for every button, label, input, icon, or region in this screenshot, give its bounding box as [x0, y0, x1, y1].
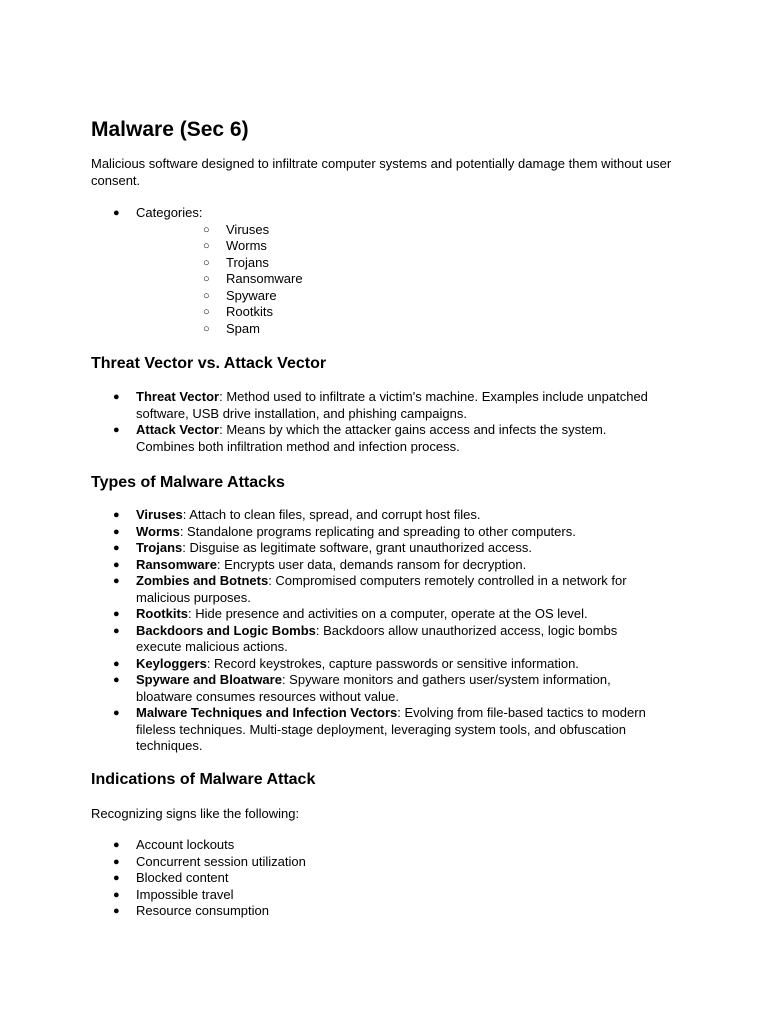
bullet-icon: ●	[113, 674, 120, 686]
indication-item: Impossible travel	[136, 886, 234, 902]
bullet-icon: ●	[113, 707, 120, 719]
indication-item: Resource consumption	[136, 903, 269, 918]
bullet-icon: ●	[113, 424, 120, 436]
list-item	[91, 887, 651, 904]
bullet-icon: ●	[113, 207, 120, 219]
definition: : Attach to clean files, spread, and corrupt host files.	[182, 507, 481, 522]
list-item	[91, 854, 651, 871]
bullet-icon: ●	[113, 905, 120, 917]
list-item	[91, 672, 651, 705]
definition: : Hide presence and activities on a computer, operate at the OS level.	[188, 606, 588, 621]
intro-paragraph: Malicious software designed to infiltrate computer systems and potentially damage them without user consent.	[91, 156, 672, 188]
bullet-icon: ●	[113, 575, 120, 587]
bullet-icon: ●	[113, 657, 120, 670]
definition: : Compromised computers remotely controlled in a network for malicious purposes.	[136, 573, 627, 605]
bullet-icon: ●	[113, 391, 120, 403]
category-item: Viruses	[226, 221, 270, 237]
list-item	[91, 606, 651, 623]
list-item	[91, 524, 651, 541]
definition: : Record keystrokes, capture passwords or sensitive information.	[206, 655, 579, 671]
page-title: Malware (Sec 6)	[91, 118, 249, 141]
term: Threat Vector	[136, 389, 220, 404]
bullet-icon: ●	[113, 872, 120, 884]
term: Keyloggers	[136, 655, 207, 671]
category-item: Spam	[226, 320, 260, 336]
list-item	[91, 903, 651, 920]
term: Worms	[136, 523, 180, 539]
definition: : Encrypts user data, demands ransom for decryption.	[216, 556, 527, 572]
definition: : Spyware monitors and gathers user/system information, bloatware consumes resources without value.	[136, 672, 611, 704]
section-heading-vectors: Threat Vector vs. Attack Vector	[91, 355, 327, 372]
section-heading-indications: Indications of Malware Attack	[91, 771, 316, 788]
list-item	[91, 623, 651, 656]
list-item	[136, 288, 651, 305]
list-item	[91, 422, 651, 455]
category-item: Ransomware	[226, 271, 303, 286]
list-item	[136, 321, 651, 338]
term: Backdoors and Logic Bombs	[136, 622, 316, 638]
list-item	[91, 540, 651, 557]
list-item	[91, 573, 651, 606]
definition: : Disguise as legitimate software, grant unauthorized access.	[182, 540, 532, 555]
circle-bullet-icon: ○	[203, 306, 210, 318]
bullet-icon: ●	[113, 608, 120, 620]
circle-bullet-icon: ○	[203, 240, 210, 252]
bullet-icon: ●	[113, 624, 120, 637]
term: Trojans	[136, 540, 183, 555]
term: Attack Vector	[136, 422, 220, 437]
bullet-icon: ●	[113, 855, 120, 868]
bullet-icon: ●	[113, 542, 120, 554]
list-item	[136, 238, 651, 255]
term: Viruses	[136, 507, 183, 522]
term: Zombies and Botnets	[136, 573, 269, 588]
list-item	[91, 389, 651, 422]
list-item	[136, 255, 651, 272]
list-item	[91, 557, 651, 574]
list-item	[91, 870, 651, 887]
circle-bullet-icon: ○	[203, 289, 210, 302]
term: Spyware and Bloatware	[136, 672, 282, 687]
definition: : Method used to infiltrate a victim's machine. Examples include unpatched software, USB drive installation, and phishing campaigns.	[136, 389, 648, 421]
category-item: Worms	[226, 238, 267, 253]
term: Malware Techniques and Infection Vectors	[136, 705, 398, 720]
category-item: Rootkits	[226, 304, 273, 319]
indications-list	[91, 837, 651, 920]
section-heading-types: Types of Malware Attacks	[91, 474, 285, 491]
bullet-icon: ●	[113, 558, 120, 571]
circle-bullet-icon: ○	[203, 273, 210, 285]
category-item: Spyware	[226, 287, 277, 303]
bullet-icon: ●	[113, 525, 120, 538]
types-list	[91, 507, 651, 755]
list-item	[91, 507, 651, 524]
categories-list	[91, 205, 651, 337]
list-item	[91, 656, 651, 673]
list-item	[136, 304, 651, 321]
term: Rootkits	[136, 606, 188, 621]
circle-bullet-icon: ○	[203, 322, 210, 335]
circle-bullet-icon: ○	[203, 256, 210, 269]
indication-item: Blocked content	[136, 870, 229, 885]
term: Ransomware	[136, 556, 217, 572]
indication-item: Concurrent session utilization	[136, 853, 306, 869]
indication-item: Account lockouts	[136, 837, 235, 852]
categories-label: Categories:	[136, 205, 203, 220]
category-item: Trojans	[226, 254, 269, 270]
list-item	[136, 271, 651, 288]
list-item	[91, 837, 651, 854]
bullet-icon: ●	[113, 839, 120, 851]
list-item	[91, 205, 651, 337]
list-item	[136, 222, 651, 239]
definition: : Evolving from file-based tactics to modern fileless techniques. Multi-stage deployment, leveraging system tools, and obfuscation techniques.	[136, 705, 646, 753]
definition: : Standalone programs replicating and spreading to other computers.	[179, 523, 576, 539]
categories-sublist	[136, 222, 651, 338]
bullet-icon: ●	[113, 888, 120, 901]
circle-bullet-icon: ○	[203, 223, 210, 236]
indications-intro: Recognizing signs like the following:	[91, 806, 300, 821]
vectors-list	[91, 389, 651, 455]
bullet-icon: ●	[113, 509, 120, 521]
definition: : Backdoors allow unauthorized access, logic bombs execute malicious actions.	[136, 622, 618, 654]
list-item	[91, 705, 651, 755]
definition: : Means by which the attacker gains access and infects the system. Combines both infiltration method and infection process.	[136, 422, 607, 454]
